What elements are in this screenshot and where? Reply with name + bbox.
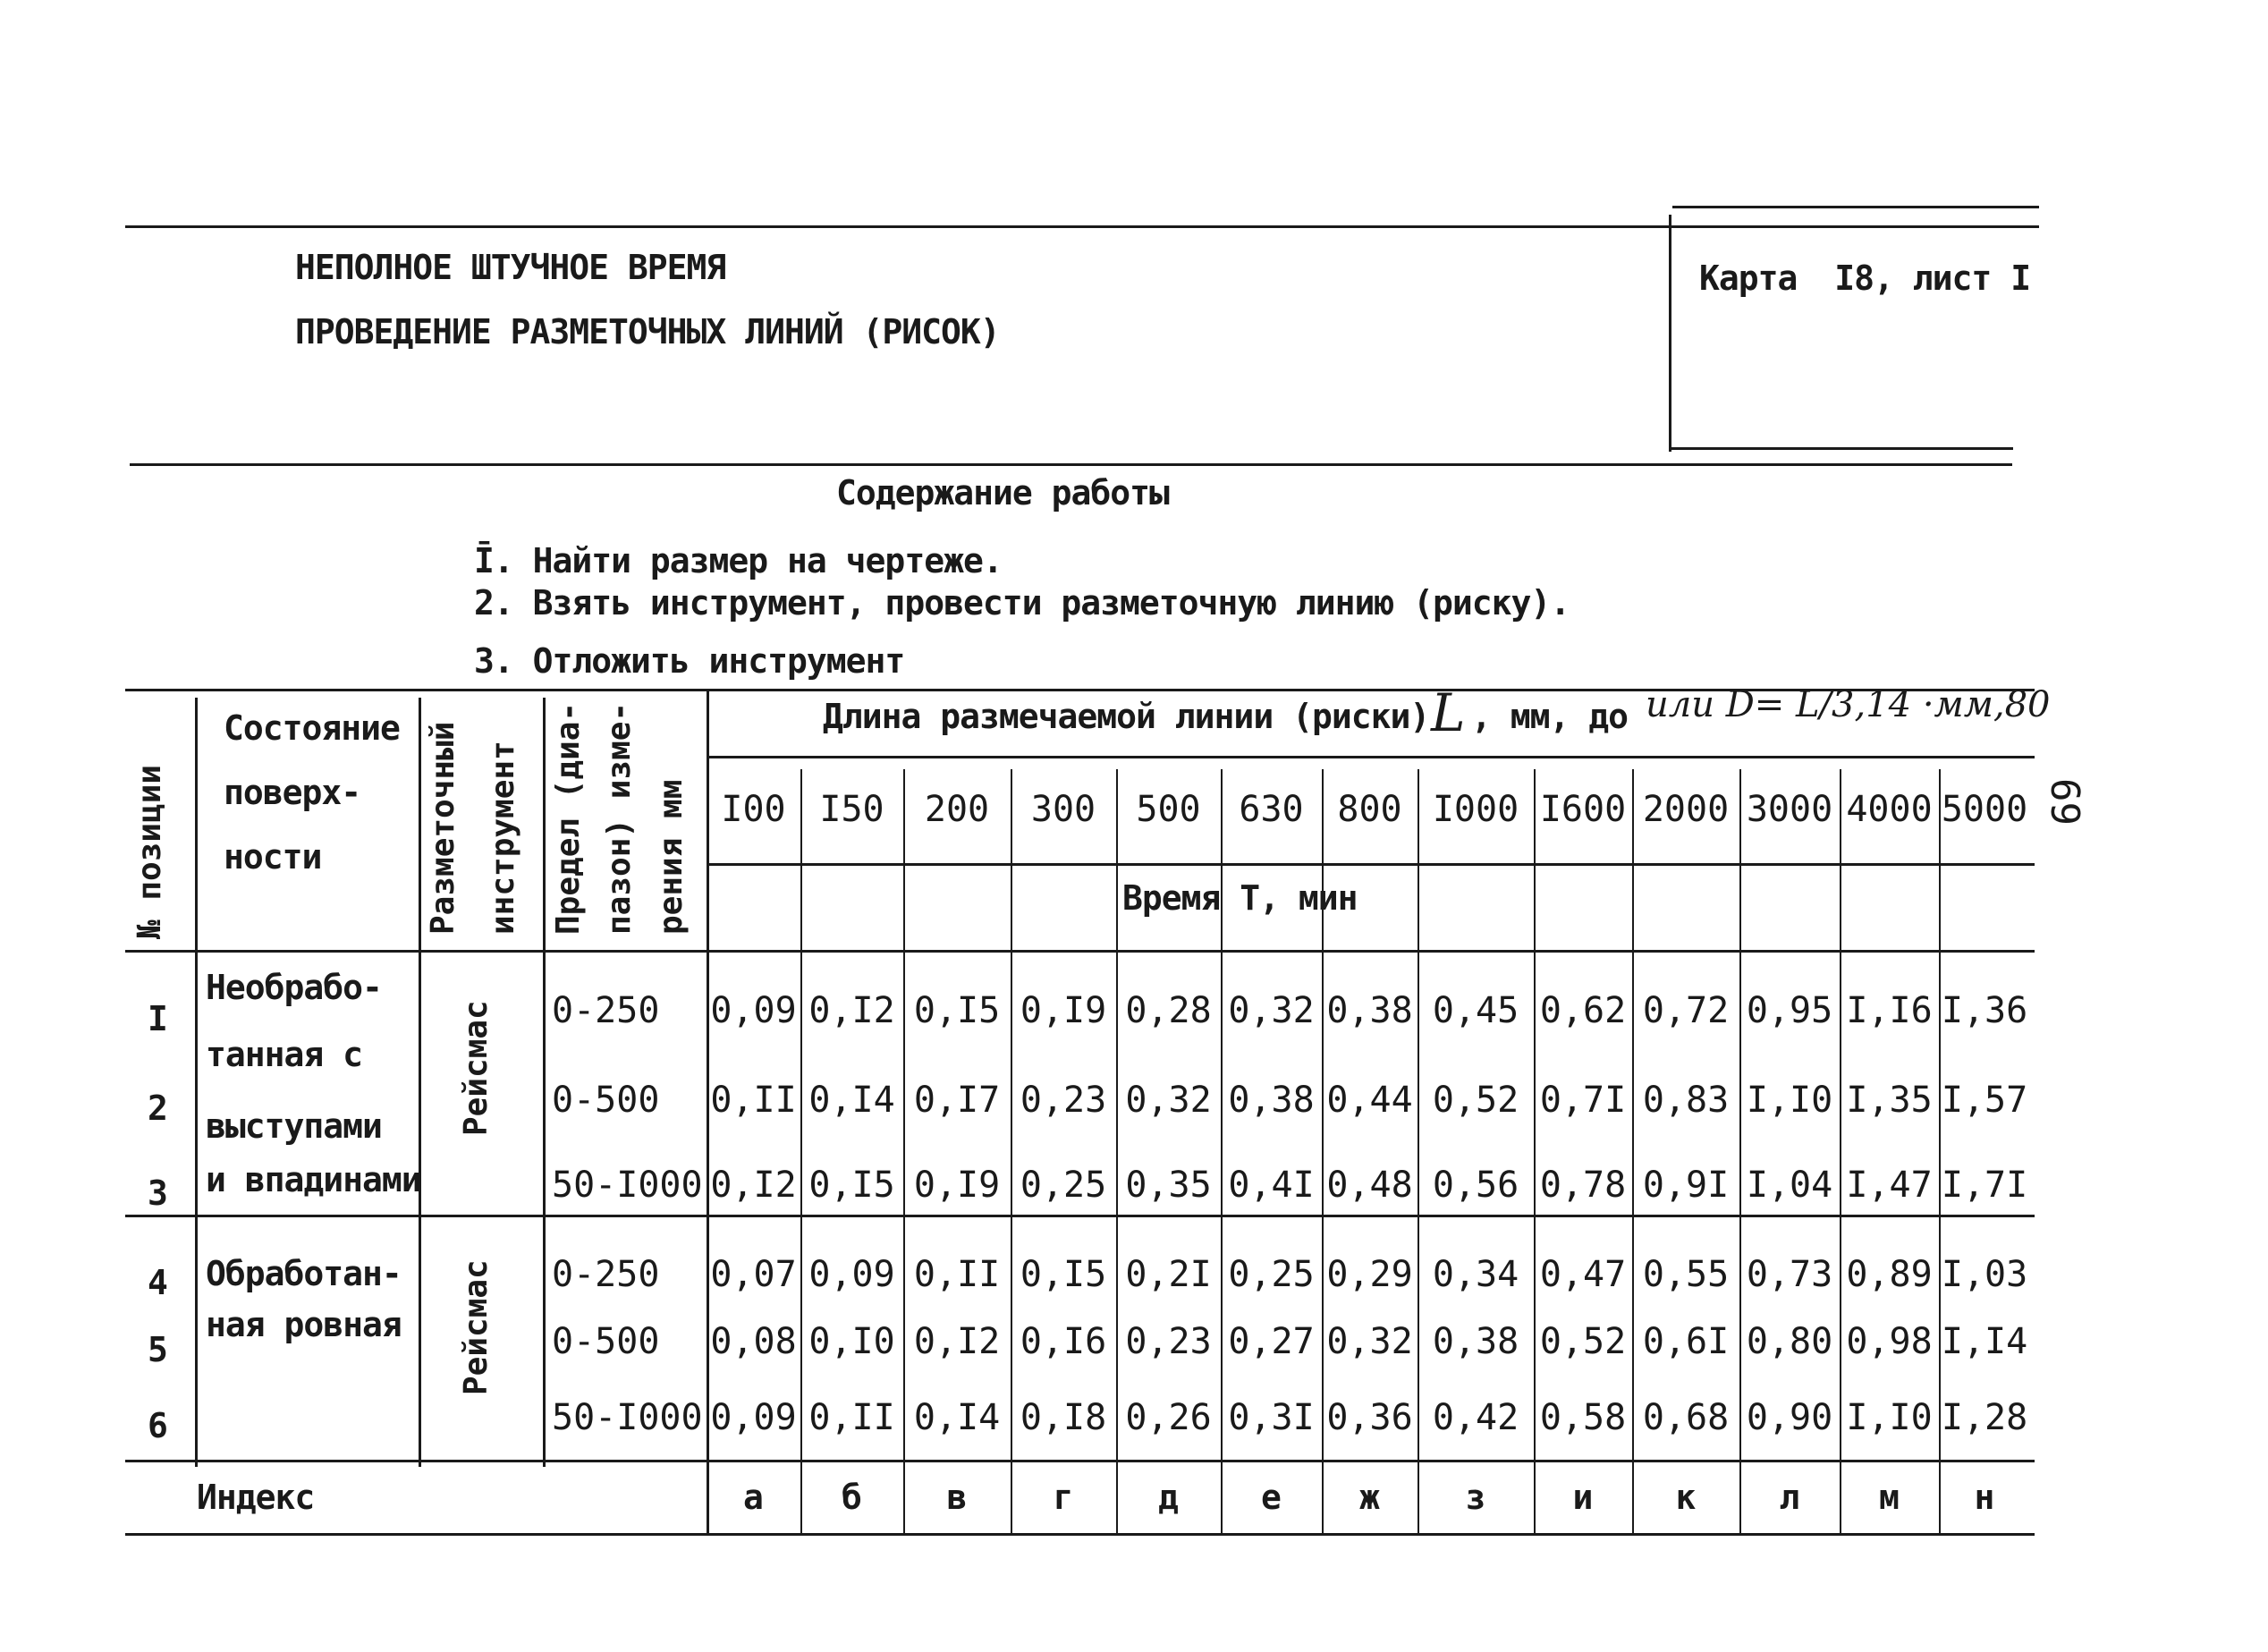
- time-value: 0,3I: [1228, 1397, 1315, 1438]
- time-value: 0,68: [1642, 1397, 1730, 1438]
- time-value: 0,45: [1432, 990, 1519, 1031]
- time-value: 0,56: [1432, 1165, 1519, 1206]
- time-value: 0,34: [1432, 1254, 1519, 1295]
- time-value: 0,32: [1326, 1321, 1413, 1362]
- page-number: 69: [2042, 778, 2087, 826]
- time-value: 0,I5: [808, 1165, 895, 1206]
- length-value: I000: [1432, 789, 1519, 830]
- time-value: 0,25: [1228, 1254, 1315, 1295]
- time-value: 0,47: [1539, 1254, 1627, 1295]
- length-symbol: L: [1431, 682, 1466, 743]
- state-label: танная с: [206, 1035, 363, 1074]
- time-value: 0,I9: [913, 1165, 1001, 1206]
- time-value: I,36: [1941, 990, 2028, 1031]
- work-step-2: 2. Взять инструмент, провести разметочную линию (риску).: [474, 583, 1570, 623]
- time-value: 0,2I: [1125, 1254, 1212, 1295]
- lengths-rule: [707, 863, 2035, 866]
- index-letter: н: [1974, 1478, 1995, 1517]
- position-number: I: [148, 999, 167, 1038]
- index-letter: д: [1158, 1478, 1179, 1517]
- time-value: 0,I7: [913, 1080, 1001, 1121]
- index-letter: ж: [1359, 1478, 1380, 1517]
- length-value: I50: [819, 789, 884, 830]
- range-value: 0-250: [552, 1254, 660, 1295]
- state-header-line: поверх-: [224, 773, 361, 812]
- length-header-rule: [707, 756, 2035, 758]
- table-bottom-rule: [125, 1533, 2035, 1536]
- time-value: 0,29: [1326, 1254, 1413, 1295]
- work-step-3: 3. Отложить инструмент: [474, 641, 905, 681]
- time-value: 0,44: [1326, 1080, 1413, 1121]
- length-value: 4000: [1846, 789, 1933, 830]
- index-letter: л: [1779, 1478, 1800, 1517]
- state-label: и впадинами: [206, 1160, 421, 1199]
- title-line-1: НЕПОЛНОЕ ШТУЧНОЕ ВРЕМЯ: [295, 248, 726, 287]
- time-value: I,I4: [1941, 1321, 2028, 1362]
- tool-label: Рейсмас: [458, 1259, 495, 1395]
- time-value: 0,I6: [1020, 1321, 1107, 1362]
- time-value: 0,52: [1539, 1321, 1627, 1362]
- position-number: 5: [148, 1330, 167, 1369]
- time-value: 0,4I: [1228, 1165, 1315, 1206]
- index-letter: з: [1465, 1478, 1486, 1517]
- col-rule-state: [419, 698, 421, 1467]
- time-value: 0,48: [1326, 1165, 1413, 1206]
- head-bottom-rule: [125, 950, 2035, 953]
- range-header-line-3: рения мм: [653, 779, 690, 935]
- time-value: 0,I5: [1020, 1254, 1107, 1295]
- time-value: 0,II: [710, 1080, 797, 1121]
- time-value: 0,90: [1746, 1397, 1833, 1438]
- length-value: I00: [721, 789, 786, 830]
- time-value: 0,78: [1539, 1165, 1627, 1206]
- state-header-line: Состояние: [224, 708, 400, 748]
- range-value: 0-500: [552, 1321, 660, 1362]
- time-value: 0,08: [710, 1321, 797, 1362]
- index-letter: м: [1879, 1478, 1900, 1517]
- time-value: 0,72: [1642, 990, 1730, 1031]
- position-header: № позиции: [131, 764, 168, 939]
- time-value: 0,23: [1125, 1321, 1212, 1362]
- index-letter: б: [842, 1478, 862, 1517]
- position-number: 4: [148, 1263, 167, 1302]
- time-value: 0,I2: [710, 1165, 797, 1206]
- time-value: 0,7I: [1539, 1080, 1627, 1121]
- index-letter: а: [743, 1478, 764, 1517]
- length-value: 300: [1030, 789, 1096, 830]
- tool-header-line-1: Разметочный: [425, 721, 461, 935]
- length-header: Длина размечаемой линии (риски): [823, 697, 1430, 736]
- length-unit: , мм, до: [1471, 697, 1629, 736]
- time-value: 0,09: [710, 1397, 797, 1438]
- position-number: 2: [148, 1089, 167, 1128]
- col-rule-position: [195, 698, 198, 1467]
- position-number: 6: [148, 1406, 167, 1445]
- state-header-line: ности: [224, 837, 322, 877]
- length-value: I600: [1539, 789, 1627, 830]
- time-value: 0,95: [1746, 990, 1833, 1031]
- time-value: I,35: [1846, 1080, 1933, 1121]
- time-value: I,03: [1941, 1254, 2028, 1295]
- time-value: 0,23: [1020, 1080, 1107, 1121]
- time-value: 0,38: [1432, 1321, 1519, 1362]
- state-label: ная ровная: [206, 1305, 402, 1344]
- index-letter: г: [1053, 1478, 1074, 1517]
- range-value: 0-500: [552, 1080, 660, 1121]
- tool-label: Рейсмас: [458, 1000, 495, 1136]
- time-value: 0,I2: [808, 990, 895, 1031]
- time-value: I,7I: [1941, 1165, 2028, 1206]
- time-value: 0,II: [913, 1254, 1001, 1295]
- index-letter: и: [1572, 1478, 1594, 1517]
- sheet-label: , лист I: [1874, 258, 2031, 298]
- length-value: 200: [924, 789, 990, 830]
- length-value: 500: [1136, 789, 1201, 830]
- length-value: 2000: [1642, 789, 1730, 830]
- range-value: 50-I000: [552, 1165, 703, 1206]
- time-value: 0,73: [1746, 1254, 1833, 1295]
- state-label: Обработан-: [206, 1254, 402, 1293]
- time-value: I,I6: [1846, 990, 1933, 1031]
- time-value: I,04: [1746, 1165, 1833, 1206]
- work-step-1: Ī. Найти размер на чертеже.: [474, 541, 1003, 580]
- work-content-title: Содержание работы: [836, 473, 1169, 513]
- time-value: 0,09: [710, 990, 797, 1031]
- time-value: I,I0: [1746, 1080, 1833, 1121]
- time-value: 0,I8: [1020, 1397, 1107, 1438]
- state-label: выступами: [206, 1106, 382, 1146]
- index-letter: к: [1675, 1478, 1697, 1517]
- time-value: 0,26: [1125, 1397, 1212, 1438]
- time-value: 0,I0: [808, 1321, 895, 1362]
- rows-bottom-rule: [125, 1460, 2035, 1462]
- range-header-line-1: Предел (диа-: [550, 701, 587, 935]
- time-value: 0,35: [1125, 1165, 1212, 1206]
- col-rule-tool: [543, 698, 546, 1467]
- time-value: 0,6I: [1642, 1321, 1730, 1362]
- time-value: 0,89: [1846, 1254, 1933, 1295]
- length-value: 630: [1239, 789, 1304, 830]
- time-value: I,28: [1941, 1397, 2028, 1438]
- index-letter: в: [946, 1478, 968, 1517]
- time-value: 0,II: [808, 1397, 895, 1438]
- length-value: 800: [1337, 789, 1402, 830]
- title-line-2: ПРОВЕДЕНИЕ РАЗМЕТОЧНЫХ ЛИНИЙ (РИСОК): [295, 312, 1000, 352]
- time-value: 0,27: [1228, 1321, 1315, 1362]
- time-value: I,I0: [1846, 1397, 1933, 1438]
- time-value: 0,I5: [913, 990, 1001, 1031]
- card-number: I8: [1834, 258, 1874, 298]
- time-value: 0,I9: [1020, 990, 1107, 1031]
- index-label: Индекс: [197, 1478, 315, 1517]
- time-value: 0,38: [1228, 1080, 1315, 1121]
- time-value: 0,36: [1326, 1397, 1413, 1438]
- time-value: 0,42: [1432, 1397, 1519, 1438]
- position-number: 3: [148, 1173, 167, 1213]
- card-label: Карта: [1699, 258, 1798, 298]
- time-value: 0,55: [1642, 1254, 1730, 1295]
- time-value: 0,62: [1539, 990, 1627, 1031]
- index-letter: е: [1261, 1478, 1282, 1517]
- range-header-line-2: пазон) изме-: [601, 701, 638, 935]
- time-value: I,47: [1846, 1165, 1933, 1206]
- range-value: 0-250: [552, 990, 660, 1031]
- tool-header-line-2: инструмент: [485, 741, 521, 935]
- time-value: 0,83: [1642, 1080, 1730, 1121]
- time-value: 0,32: [1125, 1080, 1212, 1121]
- state-label: Необрабо-: [206, 968, 382, 1007]
- time-value: 0,25: [1020, 1165, 1107, 1206]
- time-value: 0,32: [1228, 990, 1315, 1031]
- time-value: 0,52: [1432, 1080, 1519, 1121]
- time-header: Время Т, мин: [1122, 878, 1358, 918]
- length-value: 3000: [1746, 789, 1833, 830]
- time-value: 0,9I: [1642, 1165, 1730, 1206]
- time-value: 0,I2: [913, 1321, 1001, 1362]
- handwritten-note: или D= L/3,14 ·мм,80: [1646, 684, 2051, 725]
- time-value: 0,I4: [913, 1397, 1001, 1438]
- time-value: 0,98: [1846, 1321, 1933, 1362]
- time-value: 0,09: [808, 1254, 895, 1295]
- time-value: 0,I4: [808, 1080, 895, 1121]
- time-value: 0,28: [1125, 990, 1212, 1031]
- group-divider-rule: [125, 1215, 2035, 1217]
- time-value: 0,58: [1539, 1397, 1627, 1438]
- time-value: 0,38: [1326, 990, 1413, 1031]
- range-value: 50-I000: [552, 1397, 703, 1438]
- length-value: 5000: [1941, 789, 2028, 830]
- time-value: 0,80: [1746, 1321, 1833, 1362]
- time-value: 0,07: [710, 1254, 797, 1295]
- time-value: I,57: [1941, 1080, 2028, 1121]
